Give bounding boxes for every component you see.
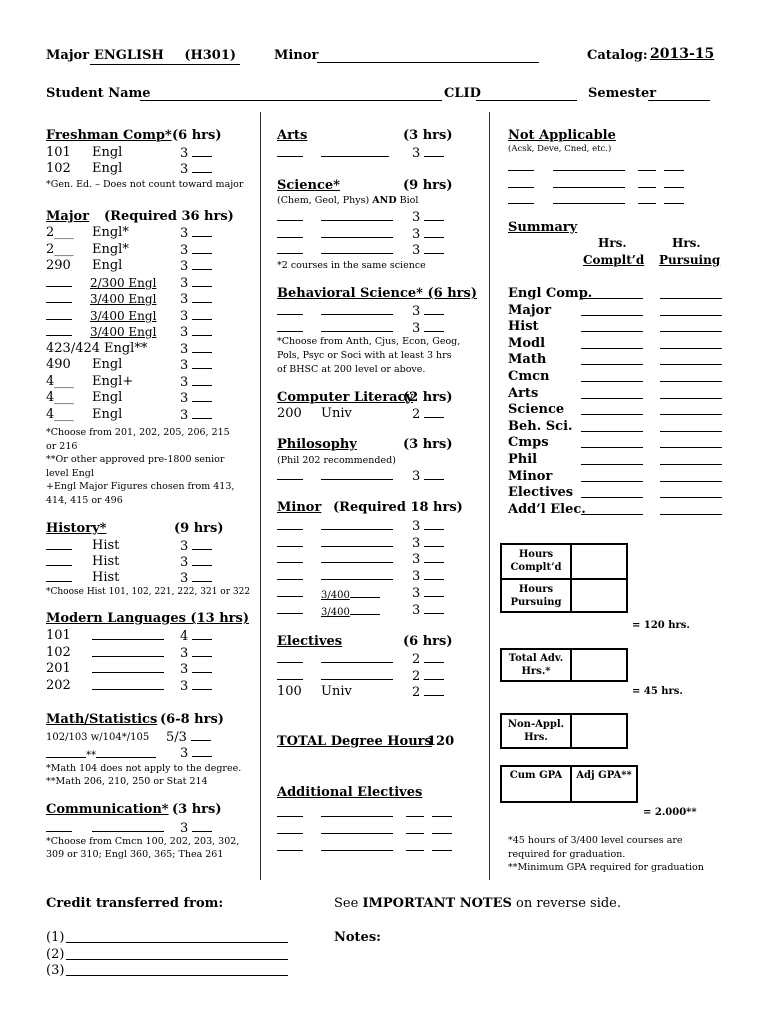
course-name: Hist [92,554,120,569]
hrs-pursuing-header: Hrs. [672,236,701,250]
section-title: Modern Languages (13 hrs) [46,611,249,626]
credit: 3 [412,209,444,226]
notes-label: Notes: [334,930,381,945]
major-field[interactable] [90,48,240,65]
credit: 3 [180,554,212,571]
math-notes: *Math 104 does not apply to the degree. **Math 206, 210, 250 or Stat 214 [46,763,242,787]
course-name: Hist [92,570,120,585]
course-number: 423/424 [46,340,101,356]
section-title: Science* (9 hrs) [277,178,453,193]
course-number-field[interactable] [277,551,303,568]
section-title: Not Applicable [508,128,616,143]
pursuing-field[interactable] [660,364,722,365]
completed-field[interactable] [581,414,643,415]
course-field[interactable] [321,805,393,822]
credit: 3 [180,258,212,275]
summary-label: Electives [508,485,574,501]
eq-45: = 45 hrs. [632,686,683,697]
hours-completed-input[interactable] [572,545,626,578]
course-number: 200 [277,406,302,421]
credit: 3 [412,320,444,337]
course-number: 4___ [46,390,74,405]
course-field[interactable] [92,628,164,645]
course-field[interactable] [321,651,393,668]
course-field[interactable] [321,320,393,337]
transfer-index: (3) [46,963,65,978]
major-code: (H301) [184,48,237,63]
column-divider-left [260,112,261,880]
section-title: Philosophy (3 hrs) [277,437,453,452]
course-field[interactable] [553,192,625,209]
course-name: Hist [92,538,120,553]
pursuing-field[interactable] [660,381,722,382]
pursuing-field[interactable] [660,464,722,465]
completed-field[interactable] [581,315,643,316]
course-name: Engl* [92,241,129,257]
credit: 3 [412,468,444,485]
section-title: Minor (Required 18 hrs) [277,500,463,515]
credit: 3 [180,242,212,259]
course-field[interactable] [92,661,164,678]
credit: 3 [412,226,444,243]
credit: 4 [180,628,212,645]
pursuing-field[interactable] [660,447,722,448]
adj-gpa-label[interactable]: Adj GPA** [576,770,632,781]
course-number-field[interactable] [277,602,303,619]
summary-label: Engl Comp. [508,286,593,301]
note: *Choose Hist 101, 102, 221, 222, 321 or 322 [46,587,251,597]
course-number-field[interactable] [277,839,303,856]
course-name: Engl [92,258,123,273]
pursuing-field[interactable] [660,298,722,299]
completed-field[interactable] [581,298,643,299]
course-field[interactable] [321,209,393,226]
course-number-field[interactable] [508,192,534,209]
completed-field[interactable] [581,481,643,482]
catalog-label: Catalog: [587,48,648,63]
pursuing-field[interactable] [660,481,722,482]
summary-label: Cmcn [508,369,550,384]
course-number-field[interactable] [46,308,72,325]
course-number-field[interactable] [277,585,303,602]
clid-label: CLID [444,86,481,101]
section-title: Major (Required 36 hrs) [46,209,234,224]
summary-label: Cmps [508,435,549,451]
course-field[interactable] [321,535,393,552]
completed-field[interactable] [581,497,643,498]
course-number: 4___ [46,406,74,422]
course-number: 4___ [46,373,74,389]
total-degree-hours: TOTAL Degree Hours 120 [277,734,455,749]
course-number-field[interactable] [277,226,303,243]
semester-field[interactable] [648,100,710,101]
course-number-field[interactable] [277,242,303,259]
course-name: 3/400 Engl [90,308,157,323]
course-number-field[interactable] [277,303,303,320]
student-name-label: Student Name [46,86,151,101]
course-number-field[interactable] [277,209,303,226]
completed-field[interactable] [581,447,643,448]
section-title: Additional Electives [277,785,423,800]
credit: 3 [180,374,212,391]
grade-field[interactable] [432,839,452,856]
credit: 3 [180,225,212,242]
credit: 3 [180,645,212,662]
hours-completed-label: Hours Complt’d [510,549,562,573]
course-name: Engl+ [92,373,134,389]
hrs-pursuing-header-2: Pursuing [659,253,721,267]
catalog-value: 2013-15 [650,46,715,62]
course-number: 490 [46,357,71,372]
course-row[interactable] [277,468,303,485]
pursuing-field[interactable] [660,414,722,415]
course-field[interactable]: 3/400 [321,603,380,621]
section-title: Freshman Comp* (6 hrs) [46,128,222,143]
course-number-field[interactable] [508,176,534,193]
cum-gpa-label[interactable]: Cum GPA [509,770,563,781]
summary-label: Hist [508,319,539,335]
course-name: Engl [92,390,123,405]
clid-field[interactable] [476,100,577,101]
completed-field[interactable] [581,431,643,432]
credit: 3 [180,341,212,358]
credit-field[interactable] [638,192,656,209]
course-number-field[interactable] [46,291,72,308]
course-field[interactable] [321,226,393,243]
credit: 3 [412,585,444,602]
pursuing-field[interactable] [660,514,722,515]
section-title: Behavioral Science* (6 hrs) [277,286,478,301]
section-title: Summary [508,220,578,235]
summary-label: Beh. Sci. [508,418,573,434]
semester-label: Semester [588,86,657,101]
pursuing-field[interactable] [660,315,722,316]
student-name-field[interactable] [140,100,442,101]
credit: 2 [412,668,444,685]
course-name: Univ [321,406,352,421]
summary-label: Minor [508,468,553,484]
course-number-field[interactable] [277,320,303,337]
course-name: 3/400 Engl [90,292,157,306]
grade-field[interactable] [664,159,684,176]
credit: 3 [180,145,212,162]
course-field[interactable] [321,518,393,535]
credit-field[interactable] [638,159,656,176]
course-number: 102 [46,644,71,660]
credit: 3 [180,407,212,424]
minor-label: Minor [274,48,319,63]
transfer-index: (1) [46,930,65,945]
major-value: ENGLISH [94,48,164,63]
na-subtitle: (Acsk, Deve, Cned, etc.) [508,144,612,154]
section-title: History* (9 hrs) [46,521,224,536]
hrs-completed-header: Hrs. [598,236,627,250]
credit-field[interactable] [406,822,424,839]
communication-notes: *Choose from Cmcn 100, 202, 203, 302, 309 or 310; Engl 360, 365; Thea 261 [46,836,240,860]
credit: 3 [180,275,212,292]
course-row[interactable] [277,145,303,162]
section-title: Arts (3 hrs) [277,128,453,143]
credit-field[interactable] [406,839,424,856]
course-name: Engl [92,145,123,160]
course-name: 2/300 Engl [90,275,157,290]
completed-field[interactable] [581,348,643,349]
course-name: Engl [92,161,123,176]
course-field[interactable] [321,839,393,856]
summary-footnotes: *45 hours of 3/400 level courses are required for graduation. **Minimum GPA required for graduation [508,835,704,873]
course-field[interactable] [321,822,393,839]
course-field[interactable] [321,668,393,685]
course-number-field[interactable] [46,538,72,555]
transfer-field[interactable] [66,959,288,960]
grade-field[interactable] [432,805,452,822]
credit: 3 [412,568,444,585]
course-name: Univ [321,684,352,699]
credit: 2 [412,684,444,701]
pursuing-field[interactable] [660,331,722,332]
summary-label: Math [508,352,547,368]
course-field[interactable] [321,551,393,568]
course-number: 2___ [46,225,74,240]
credit: 3 [412,535,444,552]
eq-gpa: = 2.000** [643,807,697,818]
course-number: 2___ [46,241,74,257]
pursuing-field[interactable] [660,497,722,498]
completed-field[interactable] [581,364,643,365]
grade-field[interactable] [664,192,684,209]
credit: 3 [180,308,212,325]
completed-field[interactable] [581,398,643,399]
credit: 3 [180,678,212,695]
course-number-field[interactable] [46,324,72,341]
transfer-field[interactable] [66,942,288,943]
course-number-field[interactable] [277,668,303,685]
course-field[interactable] [321,145,389,162]
course-number: 201 [46,661,71,676]
course-number-field[interactable] [277,535,303,552]
section-title: Electives (6 hrs) [277,634,453,649]
course-field[interactable] [92,678,164,695]
credit: 3 [412,602,444,619]
credit: 3 [412,303,444,320]
section-title: Math/Statistics (6-8 hrs) [46,712,224,727]
transfer-field[interactable] [66,975,288,976]
transfer-index: (2) [46,946,65,962]
credit: 3 [180,390,212,407]
column-divider-right [489,112,490,880]
hrs-completed-header-2: Complt’d [583,253,645,267]
course-number: 100 [277,684,302,699]
completed-field[interactable] [581,381,643,382]
section-title: Communication* (3 hrs) [46,802,222,817]
section-title: Computer Literacy (2 hrs) [277,390,453,405]
credit-field[interactable] [638,176,656,193]
completed-field[interactable] [581,464,643,465]
major-notes: *Choose from 201, 202, 205, 206, 215 or 216 **Or other approved pre-1800 senior level Engl +Engl Major Figures chosen from 413, 414, 415 or 496 [46,427,235,506]
major-label: Major [46,48,90,63]
math-row-1[interactable]: 102/103 w/104*/105 [46,732,150,743]
grade-field[interactable] [432,822,452,839]
science-subtitle: (Chem, Geol, Phys) AND Biol [277,195,419,206]
credit: 3 [180,661,212,678]
total-adv-label: Total Adv. Hrs.* [508,653,564,677]
credit: 3 [180,745,212,762]
credit: 3 [412,551,444,568]
credit: 3 [180,570,212,587]
non-appl-label: Non-Appl. Hrs. [507,719,565,743]
course-number-field[interactable] [277,805,303,822]
summary-label: Phil [508,452,538,467]
course-name: Engl* [92,225,129,240]
course-number-field[interactable] [46,275,72,292]
non-appl-box [500,713,628,749]
course-number: 101 [46,628,71,643]
pursuing-field[interactable] [660,348,722,349]
course-number-field[interactable] [46,554,72,571]
course-field[interactable] [553,159,625,176]
credit-field[interactable] [406,805,424,822]
credit: 3 [412,518,444,535]
course-number: 290 [46,258,71,273]
credit: 3 [180,324,212,341]
eq-120: = 120 hrs. [632,620,690,631]
course-number-field[interactable] [46,570,72,587]
credit: 3 [180,291,212,308]
course-field[interactable] [321,303,393,320]
course-number-field[interactable] [277,518,303,535]
summary-label: Add’l Elec. [508,501,586,517]
course-number-field[interactable] [277,651,303,668]
course-number-field[interactable] [277,822,303,839]
hours-pursuing-input[interactable] [572,580,626,611]
course-field[interactable] [321,242,393,259]
behavioral-notes: *Choose from Anth, Cjus, Econ, Geog, Pols, Psyc or Soci with at least 3 hrs of BHSC at 200 level or above. [277,336,461,375]
pursuing-field[interactable] [660,398,722,399]
hours-box [500,543,628,613]
note: *Gen. Ed. – Does not count toward major [46,179,244,190]
course-name: 3/400 Engl [90,325,157,339]
course-name: Engl [92,357,123,372]
summary-label: Arts [508,385,539,401]
gpa-box [500,765,638,803]
philosophy-subtitle: (Phil 202 recommended) [277,455,396,466]
course-number-field[interactable] [277,568,303,585]
course-field[interactable] [321,468,393,485]
credit: 3 [180,161,212,178]
pursuing-field[interactable] [660,431,722,432]
course-field[interactable] [321,568,393,585]
credit: 2 [412,406,444,423]
course-row[interactable]: 101 [46,145,71,160]
course-field[interactable] [553,176,625,193]
minor-field[interactable] [317,62,539,63]
completed-field[interactable] [581,331,643,332]
course-number: 202 [46,677,71,693]
summary-label: Major [508,302,552,318]
summary-label: Science [508,402,565,418]
completed-field[interactable] [581,514,643,515]
non-appl-input[interactable] [572,715,626,747]
total-adv-input[interactable] [572,650,626,680]
credit: 3 [180,357,212,374]
important-notes-text: See IMPORTANT NOTES on reverse side. [334,896,622,911]
credit: 3 [412,242,444,259]
math-row-2[interactable]: ** [46,746,156,762]
credit: 3 [412,145,444,162]
credit: 3 [180,538,212,555]
credit: 3 [180,820,212,837]
course-name: Engl** [104,340,148,356]
credit: 5/3 [166,729,211,746]
course-field[interactable] [92,645,164,662]
course-number-field[interactable] [508,159,534,176]
course-row[interactable]: 102 [46,161,71,176]
grade-field[interactable] [664,176,684,193]
summary-label: Modl [508,335,546,351]
course-field[interactable]: 3/400 [321,586,380,604]
course-name: Engl [92,406,123,422]
note: *2 courses in the same science [277,260,426,271]
hours-pursuing-label: Hours Pursuing [510,584,562,608]
credit-transferred-label: Credit transferred from: [46,896,224,911]
total-adv-box [500,648,628,682]
credit: 2 [412,651,444,668]
